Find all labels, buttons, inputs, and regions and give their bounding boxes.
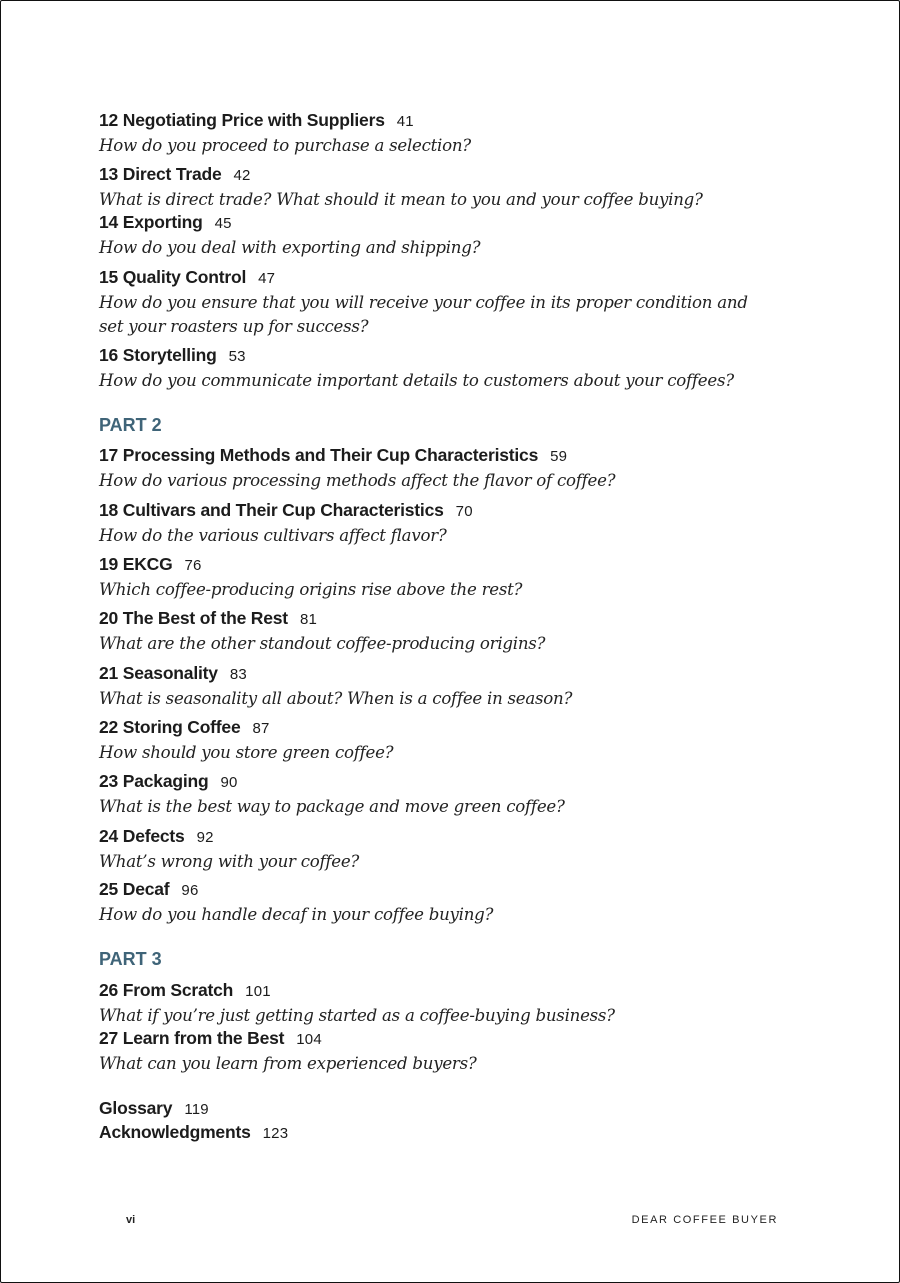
toc-entry-chapter-19 [99,553,799,602]
chapter-title: The Best of the Rest [122,608,288,628]
chapter-page-number: 83 [229,666,247,683]
back-matter-title: Glossary [99,1098,173,1118]
chapter-question: How do the various cultivars affect flavor? [99,526,447,545]
chapter-question: What is the best way to package and move green coffee? [99,797,565,816]
chapter-page-number: 101 [245,983,271,1000]
chapter-page-number: 81 [299,611,318,628]
chapter-title: Decaf [122,879,170,899]
toc-entry-chapter-24 [99,825,799,874]
chapter-question: How do you ensure that you will receive your coffee in its proper condition and set your roasters up for success? [99,293,748,336]
chapter-page-number: 59 [550,448,568,465]
chapter-number: 18 [99,500,119,520]
chapter-heading [99,109,799,133]
chapter-title: Processing Methods and Their Cup Characteristics [122,445,539,465]
chapter-number: 25 [99,879,119,899]
chapter-question: How do you proceed to purchase a selection? [99,136,471,155]
chapter-number: 15 [99,267,119,287]
chapter-heading [99,878,799,902]
toc-entry-chapter-17 [99,444,799,493]
chapter-title: Quality Control [122,267,247,287]
chapter-page-number: 47 [258,270,276,287]
toc-entry-chapter-18 [99,499,799,548]
chapter-heading [99,662,799,686]
chapter-heading [99,825,799,849]
chapter-title: Seasonality [122,663,218,683]
chapter-page-number: 76 [184,557,202,574]
chapter-question: Which coffee-producing origins rise above the rest? [99,580,523,599]
chapter-number: 16 [99,345,119,365]
toc-entry-chapter-26 [99,979,799,1028]
chapter-heading [99,499,799,523]
chapter-page-number: 90 [220,774,238,791]
toc-entry-chapter-22 [99,716,799,765]
chapter-number: 13 [99,164,119,184]
chapter-number: 19 [99,554,119,574]
back-matter-heading [99,1097,799,1121]
chapter-number: 23 [99,771,119,791]
chapter-title: Storytelling [122,345,217,365]
chapter-heading [99,770,799,794]
chapter-title: Direct Trade [122,164,222,184]
toc-entry-acknowledgments [99,1121,799,1145]
chapter-page-number: 70 [455,503,473,520]
back-matter-title: Acknowledgments [99,1122,251,1142]
chapter-heading [99,553,799,577]
chapter-number: 27 [99,1028,119,1048]
chapter-number: 24 [99,826,119,846]
part-heading-3: PART 3 [99,949,162,969]
chapter-number: 22 [99,717,119,737]
toc-entry-chapter-15 [99,266,799,339]
chapter-question: How do you handle decaf in your coffee buying? [99,905,494,924]
toc-entry-chapter-20 [99,607,799,656]
toc-entry-chapter-12 [99,109,799,158]
chapter-page-number: 41 [396,113,414,130]
toc-entry-chapter-16 [99,344,799,393]
chapter-question: What can you learn from experienced buyers? [99,1054,477,1073]
chapter-heading [99,211,799,235]
chapter-heading [99,716,799,740]
chapter-heading [99,1027,799,1051]
chapter-number: 14 [99,212,119,232]
chapter-title: Defects [122,826,185,846]
chapter-title: From Scratch [122,980,234,1000]
toc-entry-chapter-27 [99,1027,799,1076]
chapter-page-number: 53 [228,348,246,365]
toc-entry-chapter-23 [99,770,799,819]
chapter-heading [99,163,799,187]
chapter-number: 26 [99,980,119,1000]
chapter-number: 12 [99,110,119,130]
chapter-page-number: 45 [214,215,232,232]
toc-entry-chapter-13 [99,163,799,212]
toc-entry-glossary [99,1097,799,1121]
chapter-title: Storing Coffee [122,717,241,737]
chapter-heading [99,607,799,631]
running-footer-title: DEAR COFFEE BUYER [631,1214,778,1226]
chapter-question: What is seasonality all about? When is a coffee in season? [99,689,573,708]
chapter-page-number: 104 [296,1031,322,1048]
chapter-number: 20 [99,608,119,628]
chapter-title: EKCG [122,554,173,574]
chapter-heading [99,266,799,290]
chapter-question: What’s wrong with your coffee? [99,852,360,871]
back-matter-page-number: 123 [262,1125,289,1142]
chapter-page-number: 96 [181,882,199,899]
chapter-title: Negotiating Price with Suppliers [122,110,385,130]
chapter-title: Learn from the Best [122,1028,285,1048]
chapter-heading [99,344,799,368]
part-heading-2: PART 2 [99,415,162,435]
toc-entry-chapter-21 [99,662,799,711]
chapter-question: How do you communicate important details to customers about your coffees? [99,371,734,390]
chapter-heading [99,444,799,468]
chapter-title: Cultivars and Their Cup Characteristics [122,500,444,520]
chapter-question: What are the other standout coffee-producing origins? [99,634,546,653]
chapter-number: 17 [99,445,119,465]
chapter-question: What if you’re just getting started as a coffee-buying business? [99,1006,615,1025]
chapter-page-number: 42 [233,167,251,184]
chapter-question: How should you store green coffee? [99,743,394,762]
back-matter-page-number: 119 [184,1101,209,1118]
folio-page-number: vi [126,1214,136,1226]
toc-entry-chapter-25 [99,878,799,927]
chapter-question: How do various processing methods affect the flavor of coffee? [99,471,616,490]
chapter-number: 21 [99,663,119,683]
chapter-page-number: 92 [196,829,214,846]
chapter-question: What is direct trade? What should it mean to you and your coffee buying? [99,190,703,209]
chapter-question: How do you deal with exporting and shipping? [99,238,481,257]
chapter-title: Packaging [122,771,209,791]
chapter-heading [99,979,799,1003]
chapter-page-number: 87 [252,720,270,737]
chapter-title: Exporting [122,212,203,232]
toc-entry-chapter-14 [99,211,799,260]
back-matter-heading [99,1121,799,1145]
